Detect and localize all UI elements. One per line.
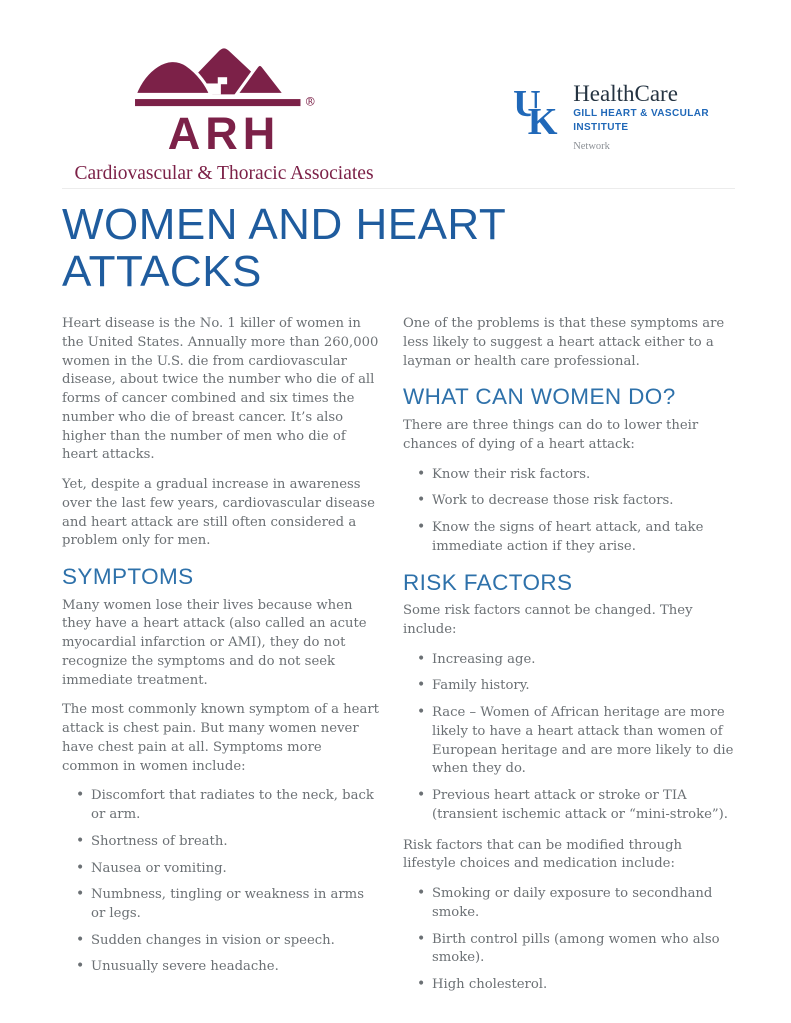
paragraph-fixed-risks: Some risk factors cannot be changed. They include: bbox=[403, 603, 693, 637]
modifiable-risks-list bbox=[416, 885, 737, 995]
left-column bbox=[62, 315, 380, 1007]
section-heading-symptoms: SYMPTOMS bbox=[62, 563, 194, 589]
list-item: • Discomfort that radiates to the neck, back or arm. bbox=[75, 787, 380, 824]
paragraph-symptoms-1: Many women lose their lives because when they have a heart attack (also called an acute myocardial infarction or AMI), they do not recognize the symptoms and do not seek immediate treatment. bbox=[62, 597, 367, 688]
arh-registered-mark: ® bbox=[304, 94, 317, 109]
list-item: • Shortness of breath. bbox=[75, 833, 380, 852]
fixed-risks-list bbox=[416, 651, 737, 825]
list-item: • Know their risk factors. bbox=[416, 466, 737, 485]
paragraph-symptoms-2: The most commonly known symptom of a heart attack is chest pain. But many women never have chest pain at all. Symptoms more common in women include: bbox=[62, 702, 379, 774]
header-divider bbox=[62, 188, 735, 189]
section-heading-what-can-women-do: WHAT CAN WOMEN DO? bbox=[403, 384, 676, 410]
arh-logo bbox=[62, 42, 386, 185]
list-item: • Nausea or vomiting. bbox=[75, 860, 380, 879]
uk-institute-line1: GILL HEART & VASCULAR bbox=[573, 108, 709, 119]
arh-mountain-icon bbox=[130, 46, 318, 110]
uk-monogram-u: U bbox=[513, 82, 541, 125]
arh-wordmark: ARH bbox=[167, 108, 281, 159]
section-heading-risk-factors: RISK FACTORS bbox=[403, 569, 573, 595]
list-item: • Know the signs of heart attack, and take immediate action if they arise. bbox=[416, 519, 737, 556]
arh-tagline: Cardiovascular & Thoracic Associates bbox=[74, 163, 374, 184]
page-title: WOMEN AND HEART ATTACKS bbox=[62, 200, 506, 297]
list-item: • Work to decrease those risk factors. bbox=[416, 492, 737, 511]
paragraph-problems: One of the problems is that these symptoms are less likely to suggest a heart attack either to a layman or health care professional. bbox=[403, 316, 725, 369]
list-item: • Family history. bbox=[416, 677, 737, 696]
list-item: • Previous heart attack or stroke or TIA (transient ischemic attack or “mini-stroke”). bbox=[416, 787, 737, 824]
list-item: • Increasing age. bbox=[416, 651, 737, 670]
uk-brand-name: HealthCare bbox=[573, 81, 678, 106]
list-item: • High cholesterol. bbox=[416, 976, 737, 995]
list-item: • Smoking or daily exposure to secondhand smoke. bbox=[416, 885, 737, 922]
paragraph-modifiable-risks: Risk factors that can be modified through lifestyle choices and medication include: bbox=[403, 837, 683, 872]
uk-monogram-k: K bbox=[527, 100, 558, 136]
uk-network-label: Network bbox=[573, 141, 610, 152]
list-item: • Numbness, tingling or weakness in arms or legs. bbox=[75, 886, 380, 923]
header bbox=[62, 42, 735, 182]
uk-institute-line2: INSTITUTE bbox=[573, 122, 629, 133]
list-item: • Unusually severe headache. bbox=[75, 958, 380, 977]
list-item: • Sudden changes in vision or speech. bbox=[75, 932, 380, 951]
list-item: • Birth control pills (among women who also smoke). bbox=[416, 931, 737, 968]
actions-list bbox=[416, 466, 737, 557]
symptoms-list bbox=[75, 787, 380, 977]
uk-logo-text bbox=[573, 82, 709, 152]
paragraph-intro-1: Heart disease is the No. 1 killer of women in the United States. Annually more than 260,000 women in the U.S. die from cardiovascular disease, about twice the number who die of all forms of cancer combined and six times the number who die of breast cancer. It’s also higher than the number of men who die of heart attacks. bbox=[62, 316, 379, 463]
uk-monogram-icon bbox=[512, 82, 566, 136]
content-columns bbox=[62, 315, 735, 1007]
paragraph-three-things: There are three things can do to lower their chances of dying of a heart attack: bbox=[403, 418, 699, 452]
uk-healthcare-logo bbox=[512, 82, 709, 152]
right-column bbox=[403, 315, 737, 1007]
paragraph-intro-2: Yet, despite a gradual increase in awareness over the last few years, cardiovascular disease and heart attack are still often considered a problem only for men. bbox=[62, 477, 375, 549]
list-item: • Race – Women of African heritage are more likely to have a heart attack than women of European heritage and are more likely to die when they do. bbox=[416, 704, 737, 779]
